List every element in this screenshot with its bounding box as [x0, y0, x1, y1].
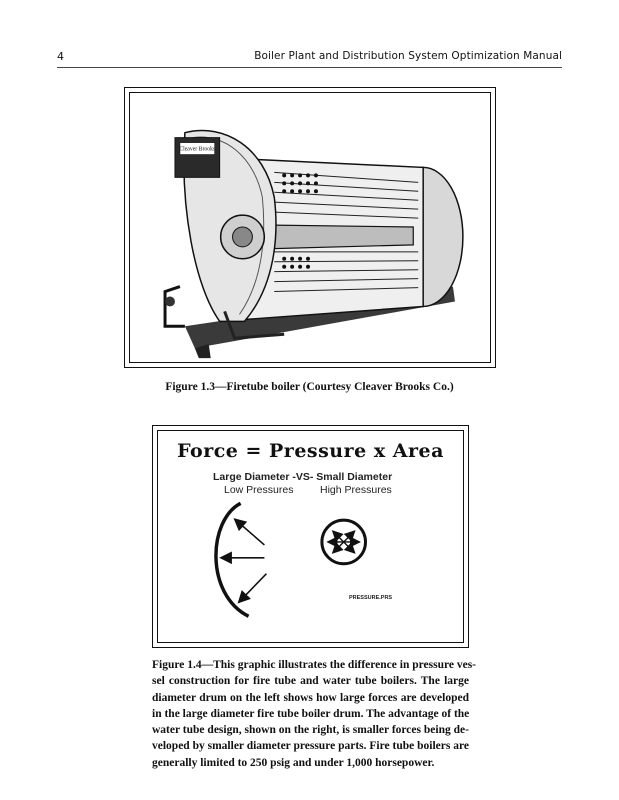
boiler-piping: [165, 287, 185, 327]
caption-line: veloped by smaller diameter pressure parts. Fire tube boilers are: [152, 740, 469, 753]
header-rule: [57, 67, 562, 68]
figure-1-3-frame: [124, 87, 496, 368]
low-pressures-label: Low Pressures: [224, 484, 294, 496]
page-number: 4: [57, 50, 64, 63]
caption-line: Figure 1.4—This graphic illustrates the difference in pressure ves-: [152, 659, 477, 671]
diameter-comparison-heading: Large Diameter -VS- Small Diameter: [213, 471, 393, 483]
high-pressures-label: High Pressures: [320, 484, 392, 496]
large-drum-force-arrow-top: [235, 519, 265, 545]
caption-line: diameter drum on the left shows how large forces are developed: [152, 691, 469, 704]
firetube-boiler-illustration: [125, 88, 495, 367]
figure-1-4-frame: [152, 425, 469, 648]
caption-line: generally limited to 250 psig and under 1,000 horsepower.: [152, 756, 435, 769]
boiler-furnace-tube: [264, 225, 413, 249]
caption-line: in the large diameter fire tube boiler drum. The advantage of the: [152, 707, 470, 720]
pressure-file-label: PRESSURE.PRS: [349, 595, 393, 601]
running-header-title: Boiler Plant and Distribution System Optimization Manual: [254, 50, 562, 62]
caption-line: water tube design, shown on the right, is smaller forces being de-: [152, 724, 469, 737]
figure-1-4-caption: [152, 657, 477, 771]
large-drum-arc: [216, 503, 249, 616]
small-tube-force-arrows: [328, 531, 360, 553]
caption-line: sel construction for fire tube and water tube boilers. The large: [152, 675, 469, 688]
pressure-diagram: [153, 426, 468, 647]
large-drum-force-arrow-bottom: [239, 574, 267, 603]
figure-1-3-caption: Figure 1.3—Firetube boiler (Courtesy Cleaver Brooks Co.): [165, 381, 454, 393]
force-equation-title: Force = Pressure x Area: [177, 440, 444, 462]
badge-text: Cleaver Brooks: [179, 146, 216, 153]
